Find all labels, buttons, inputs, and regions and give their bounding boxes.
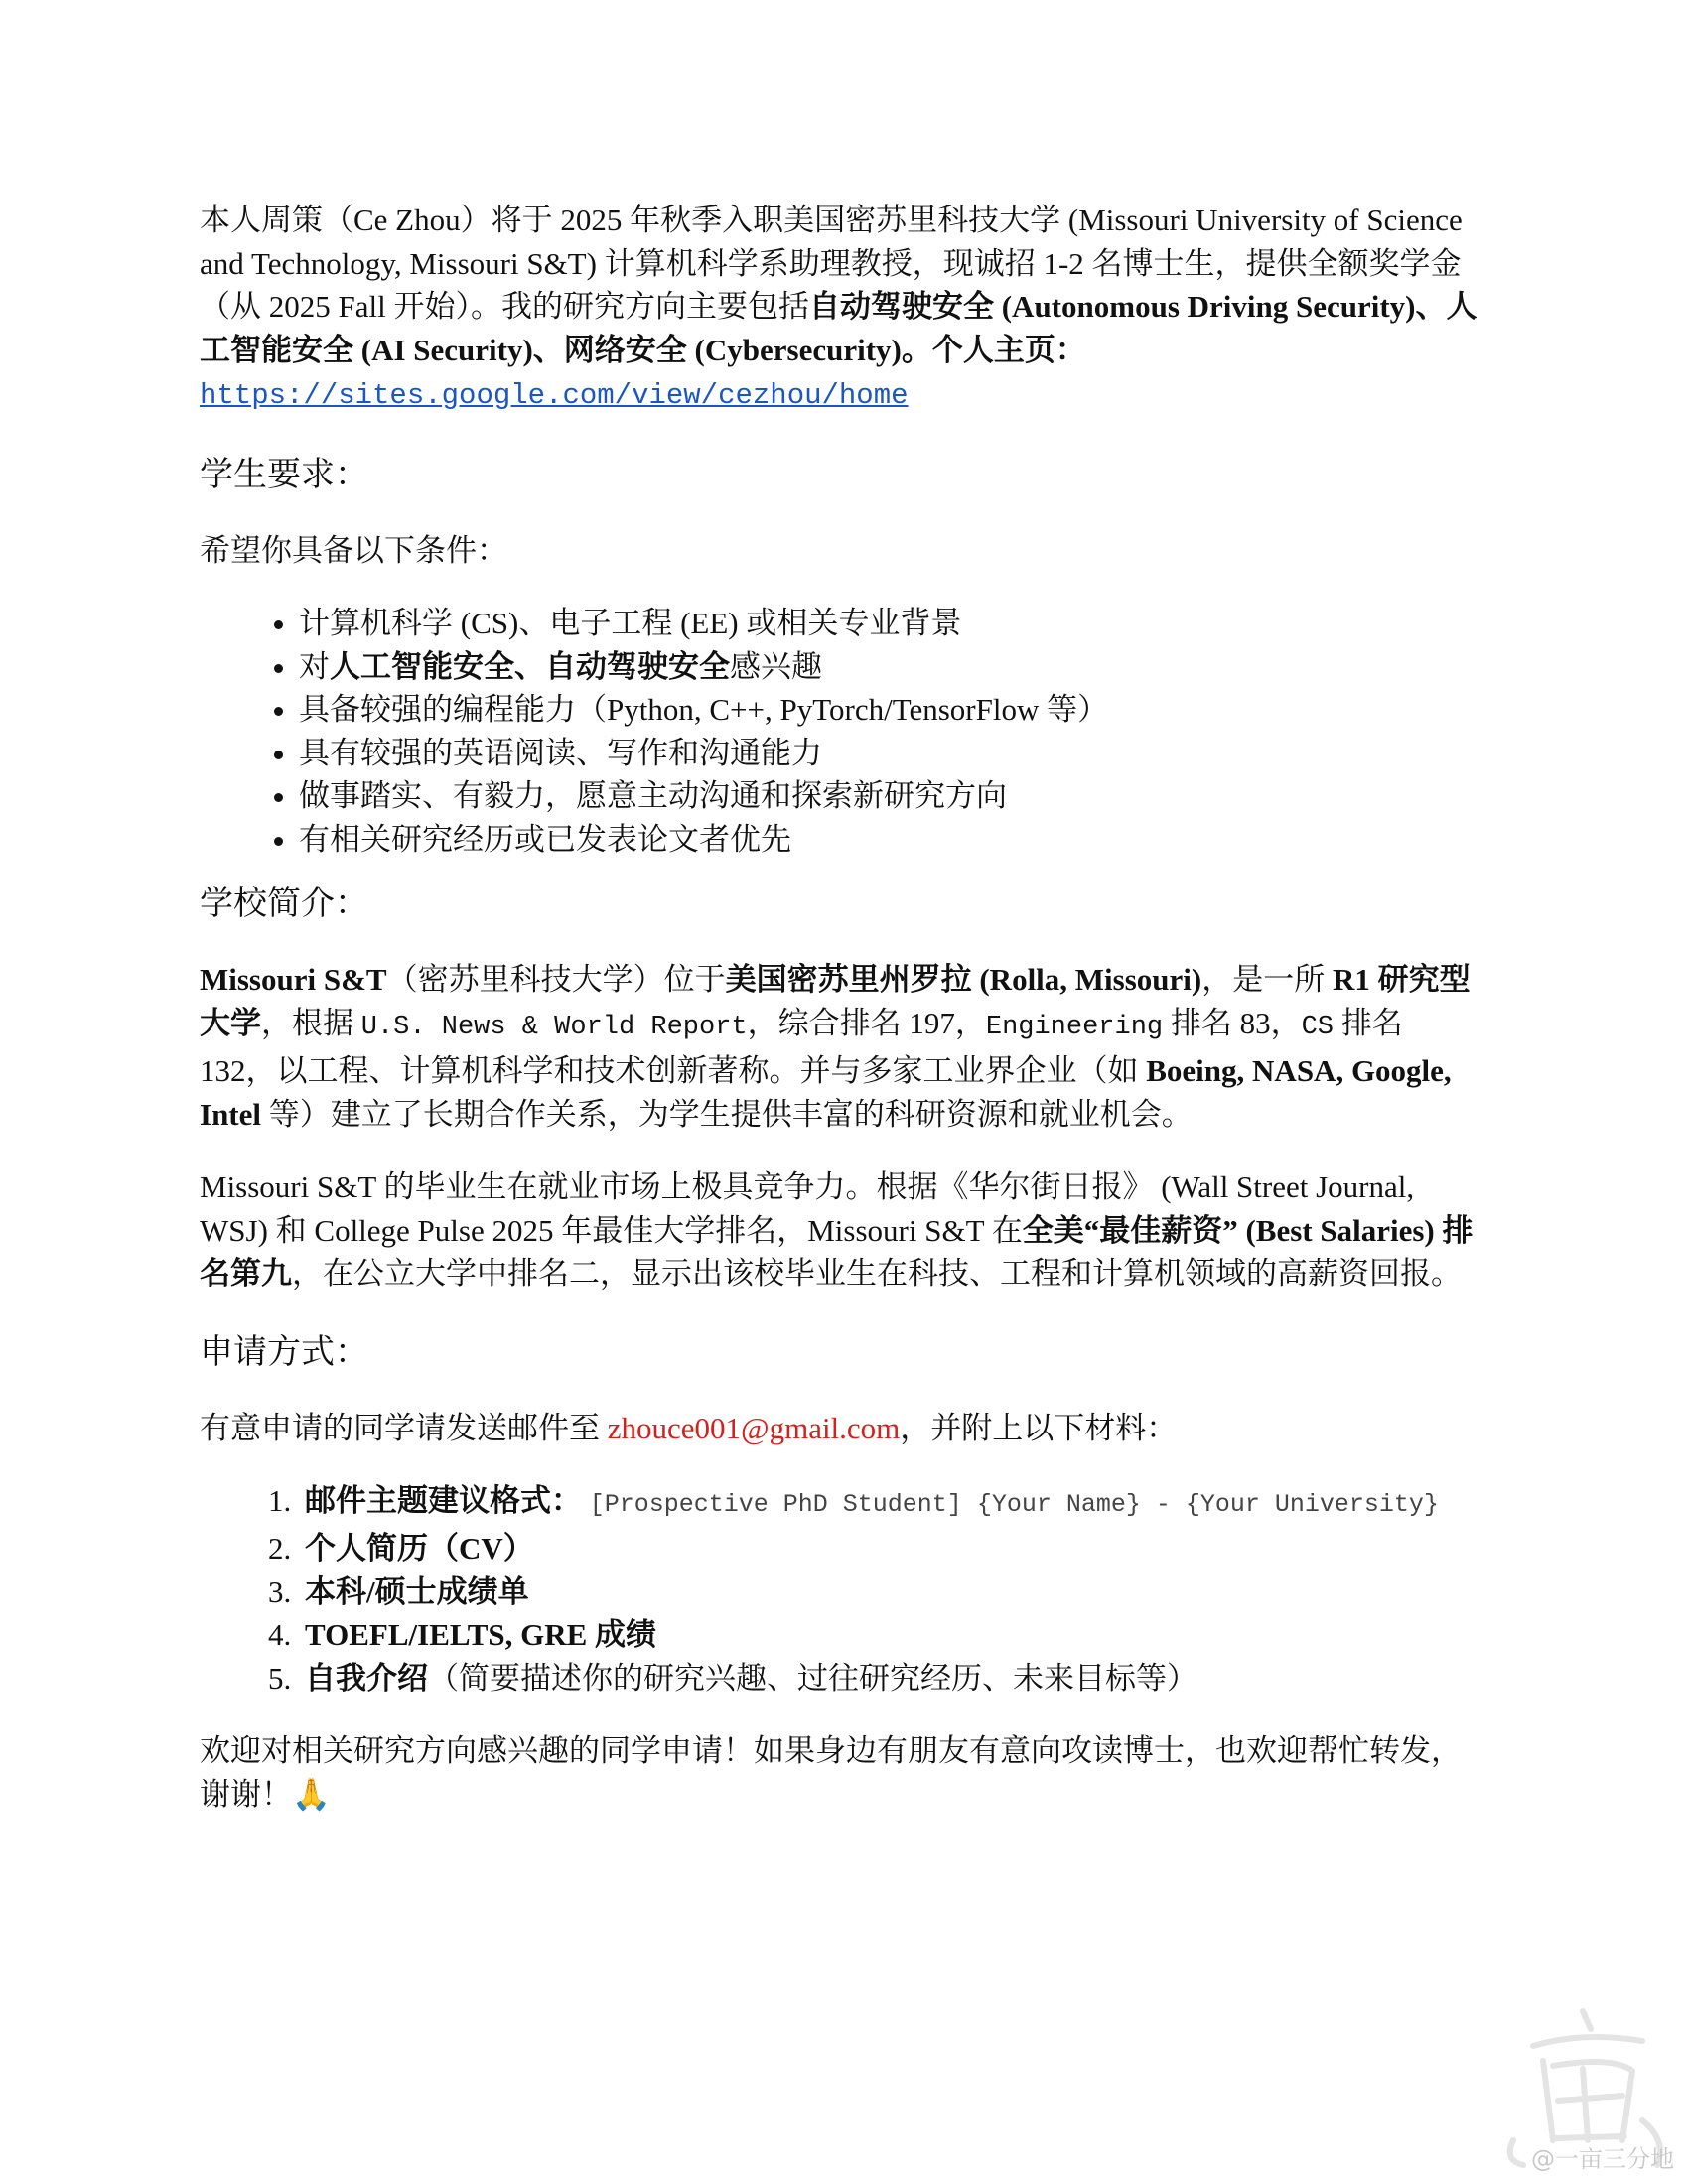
school-paragraph-2: Missouri S&T 的毕业生在就业市场上极具竞争力。根据《华尔街日报》 (Wall Street Journal, WSJ) 和 College Pulse 2025 年最佳大学排名，Missouri S&T 在全美“最佳薪资” (Best Salaries) 排名第九，在公立大学中排名二，显示出该校毕业生在科技、工程和计算机领域的高薪资回报。 bbox=[200, 1169, 1474, 1291]
homepage-link[interactable]: https://sites.google.com/view/cezhou/home bbox=[200, 379, 909, 412]
list-item: • 计算机科学 (CS)、电子工程 (EE) 或相关专业背景 bbox=[299, 602, 1480, 645]
application-materials-list bbox=[200, 1479, 1480, 1700]
apply-lead: 有意申请的同学请发送邮件至 zhouce001@gmail.com，并附上以下材料： bbox=[200, 1410, 1178, 1445]
requirements-heading: 学生要求： bbox=[200, 456, 368, 493]
list-item: 1. 邮件主题建议格式： [Prospective PhD Student] {Your Name} - {Your University} bbox=[299, 1479, 1480, 1527]
list-item: 3. 本科/硕士成绩单 bbox=[299, 1570, 1480, 1614]
watermark-text: @一亩三分地 bbox=[1531, 2145, 1674, 2173]
contact-email[interactable]: zhouce001@gmail.com bbox=[607, 1410, 901, 1445]
intro-research-areas: 自动驾驶安全 (Autonomous Driving Security)、人工智能安全 (AI Security)、网络安全 (Cybersecurity)。个人主页： bbox=[200, 289, 1477, 367]
document-body bbox=[200, 199, 1480, 1816]
list-item: • 具有较强的英语阅读、写作和沟通能力 bbox=[299, 732, 1480, 775]
pray-icon: 🙏 bbox=[292, 1776, 331, 1812]
intro-paragraph bbox=[200, 199, 1480, 418]
list-item: • 做事踏实、有毅力，愿意主动沟通和探索新研究方向 bbox=[299, 774, 1480, 818]
closing-paragraph: 欢迎对相关研究方向感兴趣的同学申请！如果身边有朋友有意向攻读博士，也欢迎帮忙转发，谢谢！🙏 bbox=[200, 1733, 1462, 1812]
school-paragraph-1: Missouri S&T（密苏里科技大学）位于美国密苏里州罗拉 (Rolla, Missouri)，是一所 R1 研究型大学，根据 U.S. News & World Report，综合排名 197，Engineering 排名 83，CS 排名 132，以工程、计算机科学和技术创新著称。并与多家工业界企业（如 Boeing, NASA, Google, Intel 等）建立了长期合作关系，为学生提供丰富的科研资源和就业机会。 bbox=[200, 962, 1471, 1132]
apply-heading: 申请方式： bbox=[200, 1333, 368, 1371]
list-item: 4. TOEFL/IELTS, GRE 成绩 bbox=[299, 1613, 1480, 1657]
intro-text: 本人周策（Ce Zhou）将于 2025 年秋季入职美国密苏里科技大学 (Missouri University of Science and Technology, Missouri S&T) 计算机科学系助理教授，现诚招 1-2 名博士生，提供全额奖学金（从 2025 Fall 开始）。我的研究方向主要包括 bbox=[200, 203, 1463, 324]
list-item: • 具备较强的编程能力（Python, C++, PyTorch/TensorFlow 等） bbox=[299, 688, 1480, 732]
list-item: 5. 自我介绍（简要描述你的研究兴趣、过往研究经历、未来目标等） bbox=[299, 1657, 1480, 1701]
list-item: • 对人工智能安全、自动驾驶安全感兴趣 bbox=[299, 645, 1480, 689]
requirements-list bbox=[200, 602, 1480, 861]
list-item: • 有相关研究经历或已发表论文者优先 bbox=[299, 818, 1480, 862]
requirements-lead: 希望你具备以下条件： bbox=[200, 532, 507, 568]
list-item: 2. 个人简历（CV） bbox=[299, 1527, 1480, 1570]
school-heading: 学校简介： bbox=[200, 886, 368, 922]
